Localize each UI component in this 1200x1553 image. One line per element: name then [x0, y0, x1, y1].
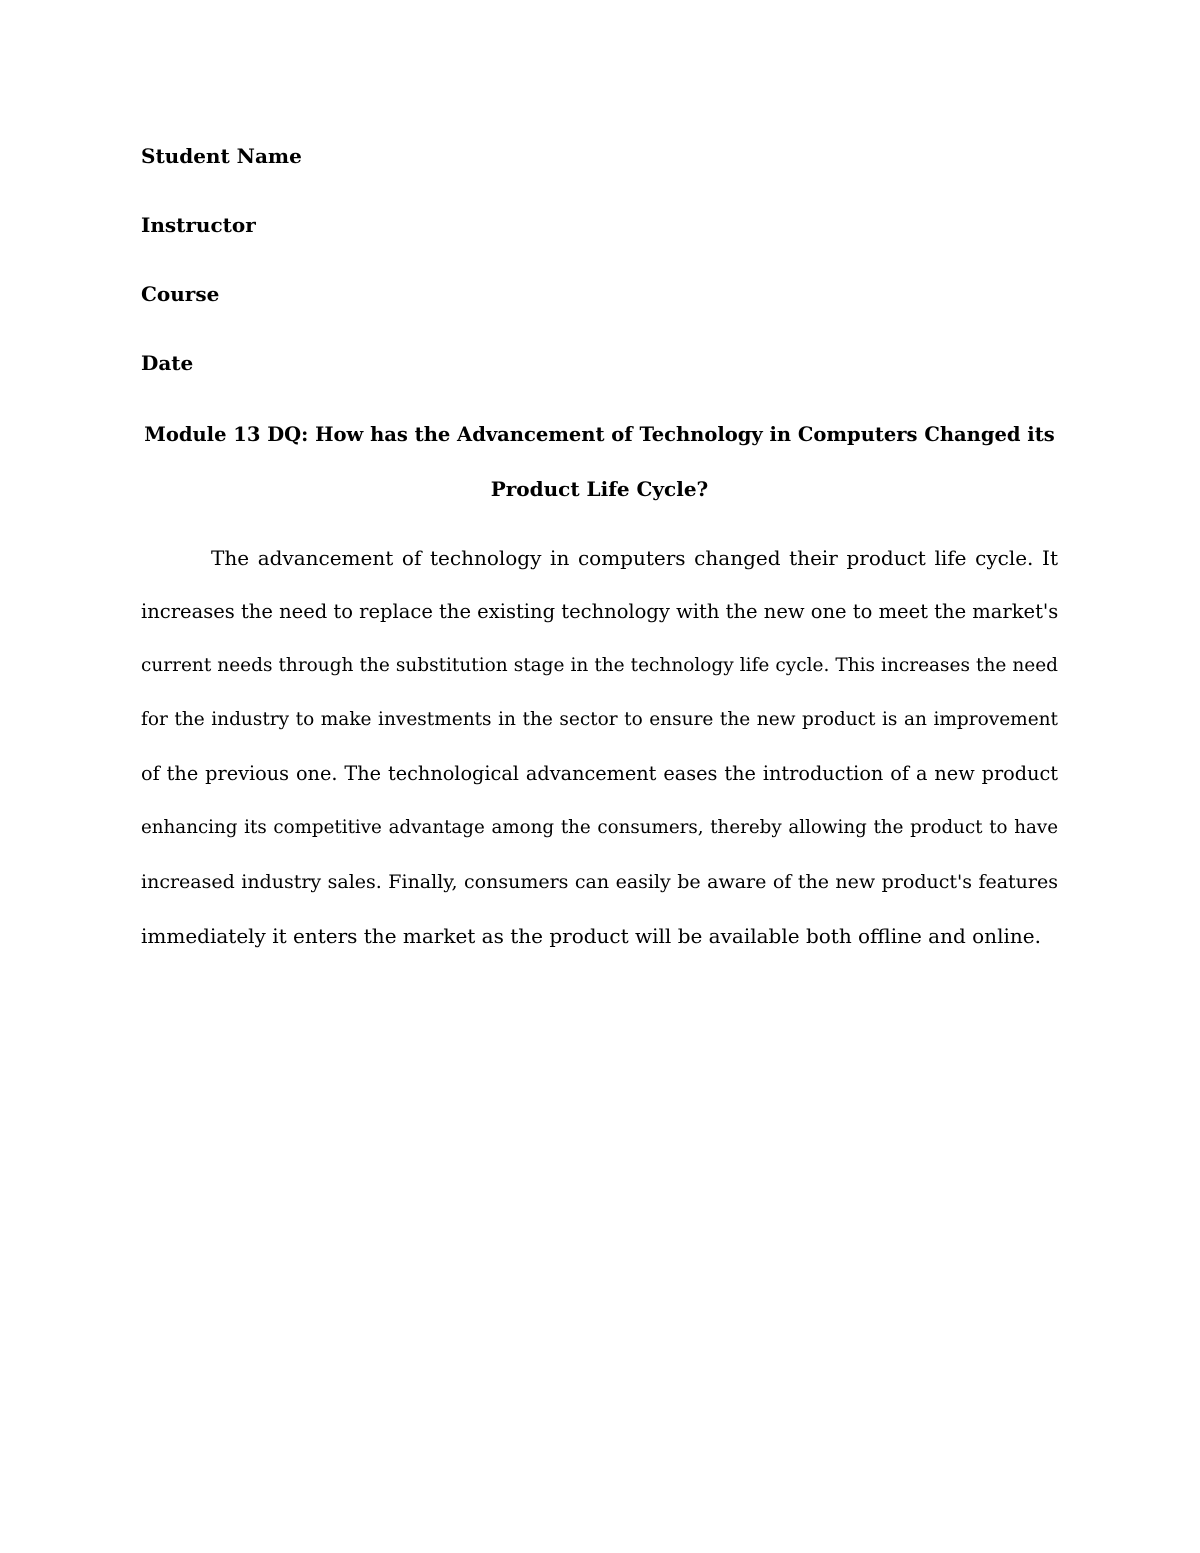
body-line: enhancing its competitive advantage among the consumers, thereby allowing the product to have — [141, 817, 1058, 838]
body-paragraph — [141, 541, 1058, 973]
student-name: Student Name — [141, 144, 302, 168]
body-line: increased industry sales. Finally, consumers can easily be aware of the new product's features — [141, 871, 1058, 893]
date: Date — [141, 351, 194, 375]
body-line: increases the need to replace the existing technology with the new one to meet the market's — [141, 600, 1058, 623]
course: Course — [141, 282, 220, 306]
document-title — [141, 419, 1058, 505]
body-line: of the previous one. The technological advancement eases the introduction of a new product — [141, 762, 1058, 785]
title-line-2: Product Life Cycle? — [490, 477, 709, 501]
body-line: current needs through the substitution stage in the technology life cycle. This increases the need — [141, 655, 1058, 676]
body-line: for the industry to make investments in the sector to ensure the new product is an improvement — [141, 709, 1058, 730]
body-line: immediately it enters the market as the product will be available both offline and online. — [141, 924, 1041, 948]
header-block — [141, 140, 1058, 379]
body-line: The advancement of technology in computers changed their product life cycle. It — [211, 546, 1058, 570]
title-line-1: Module 13 DQ: How has the Advancement of Technology in Computers Changed its — [144, 423, 1055, 446]
instructor: Instructor — [141, 213, 256, 237]
